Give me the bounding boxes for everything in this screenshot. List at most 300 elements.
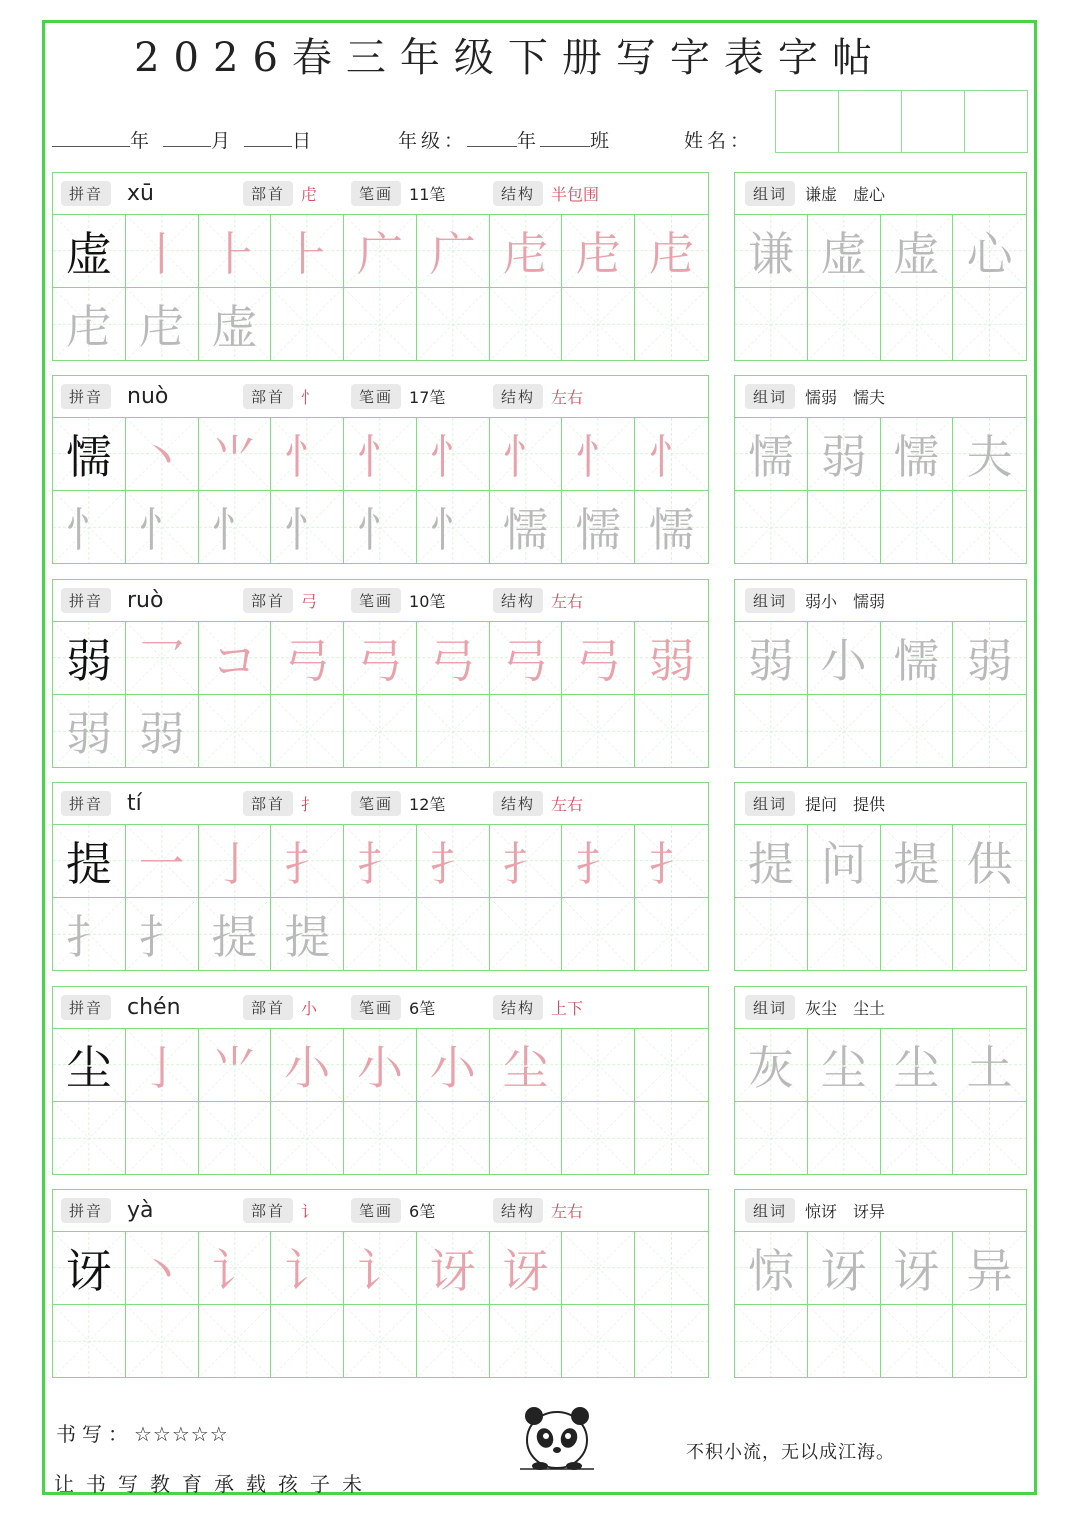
trace-character: 弓 [575,633,622,688]
practice-cell[interactable] [126,1029,199,1102]
trace-character: 扌 [502,836,549,891]
rating-stars[interactable]: ☆☆☆☆☆ [134,1422,229,1446]
practice-cell[interactable] [635,1305,708,1378]
practice-cell[interactable] [199,1305,272,1378]
practice-cell[interactable] [635,898,708,971]
word-practice-cell[interactable] [735,1305,808,1378]
structure-tag: 结构 [493,384,543,409]
word-practice-cell[interactable] [808,1305,881,1378]
practice-cell[interactable] [344,1102,417,1175]
structure-tag: 结构 [493,995,543,1020]
trace-character: 懦 [502,502,549,557]
pinyin-tag: 拼音 [61,1198,111,1223]
pinyin-field [61,588,163,613]
word-practice-cell[interactable] [953,825,1026,898]
practice-cell[interactable] [562,1232,635,1305]
structure-field [493,384,583,409]
word-practice-cell[interactable] [953,1029,1026,1102]
strokes-value: 6笔 [409,1202,436,1221]
trace-character: 忄 [429,429,476,484]
words-value: 惊讶 讶异 [805,1202,886,1221]
practice-cell[interactable] [126,1102,199,1175]
trace-character: 小 [429,1040,476,1095]
practice-cell[interactable] [199,1232,272,1305]
structure-field [493,1198,583,1223]
word-grid [734,1231,1027,1378]
practice-cell[interactable] [126,622,199,695]
trace-character: 扌 [356,836,403,891]
practice-cell[interactable] [344,898,417,971]
practice-cell[interactable] [635,825,708,898]
words-value: 懦弱 懦夫 [805,388,886,407]
words-tag: 组词 [745,588,795,613]
class-blank[interactable] [540,128,590,147]
practice-cell[interactable] [126,695,199,768]
practice-cell[interactable] [271,825,344,898]
word-trace-character: 提 [893,836,940,891]
strokes-field [351,384,445,409]
practice-cell[interactable] [635,418,708,491]
word-trace-character: 灰 [747,1040,794,1095]
word-practice-cell[interactable] [808,622,881,695]
trace-character: 忄 [648,429,695,484]
trace-character: 虚 [211,299,258,354]
practice-cell[interactable] [562,1102,635,1175]
word-practice-cell[interactable] [735,215,808,288]
practice-cell[interactable] [53,1305,126,1378]
practice-cell[interactable] [199,1102,272,1175]
trace-character: 虍 [575,226,622,281]
pinyin-tag: 拼音 [61,791,111,816]
practice-cell[interactable] [490,1305,563,1378]
practice-cell[interactable] [126,898,199,971]
trace-character: 扌 [284,836,331,891]
word-practice-cell[interactable] [808,1029,881,1102]
practice-cell[interactable] [126,215,199,288]
word-practice-cell[interactable] [881,825,954,898]
pinyin-tag: 拼音 [61,181,111,206]
practice-cell[interactable] [126,288,199,361]
radical-tag: 部首 [243,384,293,409]
word-trace-character: 尘 [820,1040,867,1095]
practice-cell[interactable] [199,491,272,564]
practice-cell[interactable] [490,1102,563,1175]
word-practice-cell[interactable] [953,1305,1026,1378]
practice-cell[interactable] [344,418,417,491]
practice-cell[interactable] [126,1232,199,1305]
practice-cell[interactable] [562,215,635,288]
word-practice-cell[interactable] [735,491,808,564]
name-cell[interactable] [775,90,840,153]
trace-character: ⺊ [211,226,258,281]
word-practice-cell[interactable] [808,418,881,491]
strokes-tag: 笔画 [351,1198,401,1223]
practice-cell[interactable] [417,695,490,768]
word-practice-cell[interactable] [735,695,808,768]
practice-cell[interactable] [635,491,708,564]
radical-field [243,181,317,206]
trace-character: 忄 [138,502,185,557]
practice-cell[interactable] [271,491,344,564]
word-trace-character: 懦 [893,633,940,688]
word-info-bar [734,986,1027,1028]
word-practice-cell[interactable] [881,1232,954,1305]
word-trace-character: 尘 [893,1040,940,1095]
practice-cell[interactable] [417,418,490,491]
word-practice-cell[interactable] [735,622,808,695]
trace-character: 弓 [502,633,549,688]
word-practice-cell[interactable] [881,491,954,564]
day-blank[interactable] [244,128,292,147]
trace-character: 弱 [65,706,112,761]
trace-character: 扌 [138,909,185,964]
practice-cell[interactable] [635,622,708,695]
radical-value: 弓 [301,592,318,611]
structure-value: 上下 [551,999,584,1018]
practice-cell[interactable] [490,288,563,361]
word-practice-cell[interactable] [881,1029,954,1102]
practice-cell[interactable] [126,825,199,898]
words-tag: 组词 [745,1198,795,1223]
date-line [52,126,315,153]
word-practice-cell[interactable] [735,825,808,898]
practice-cell[interactable] [417,1232,490,1305]
word-practice-cell[interactable] [953,695,1026,768]
word-trace-character: 虚 [893,226,940,281]
practice-cell[interactable] [199,825,272,898]
structure-tag: 结构 [493,791,543,816]
structure-field [493,181,599,206]
word-trace-character: 谦 [747,226,794,281]
class-label: 班 [590,130,614,152]
character-info-bar [52,782,709,824]
trace-character: 丶 [138,1243,185,1298]
word-practice-cell[interactable] [881,215,954,288]
practice-cell[interactable] [53,1102,126,1175]
practice-cell[interactable] [271,1029,344,1102]
trace-character: コ [211,633,258,688]
practice-cell[interactable] [417,622,490,695]
practice-cell[interactable] [53,898,126,971]
strokes-field [351,995,435,1020]
practice-cell[interactable] [271,898,344,971]
trace-character: 扌 [575,836,622,891]
word-trace-character: 弱 [747,633,794,688]
practice-cell[interactable] [271,622,344,695]
practice-cell[interactable] [417,1102,490,1175]
practice-cell[interactable] [635,1232,708,1305]
word-practice-cell[interactable] [735,1102,808,1175]
word-trace-character: 虚 [820,226,867,281]
name-cell[interactable] [901,90,966,153]
trace-character: 忄 [284,429,331,484]
trace-character: 扌 [429,836,476,891]
practice-cell[interactable] [562,825,635,898]
practice-cell[interactable] [53,695,126,768]
practice-cell[interactable] [417,491,490,564]
strokes-field [351,588,445,613]
practice-cell[interactable] [562,1029,635,1102]
word-practice-cell[interactable] [953,622,1026,695]
word-practice-cell[interactable] [953,491,1026,564]
word-practice-cell[interactable] [881,898,954,971]
practice-cell[interactable] [344,695,417,768]
practice-cell[interactable] [271,1232,344,1305]
grade-blank[interactable] [467,128,517,147]
name-label: 姓名： [684,130,754,152]
trace-character: ⺌ [211,429,258,484]
word-trace-character: 惊 [747,1243,794,1298]
word-practice-cell[interactable] [881,1102,954,1175]
word-info-bar [734,782,1027,824]
model-character: 懦 [65,429,112,484]
trace-character: 讠 [211,1243,258,1298]
practice-cell[interactable] [635,215,708,288]
practice-cell[interactable] [271,215,344,288]
name-cell[interactable] [964,90,1029,153]
practice-cell[interactable] [199,1029,272,1102]
word-practice-cell[interactable] [808,898,881,971]
practice-cell[interactable] [635,1029,708,1102]
word-practice-cell[interactable] [808,215,881,288]
practice-cell[interactable] [635,1102,708,1175]
practice-cell[interactable] [490,825,563,898]
practice-cell[interactable] [344,622,417,695]
radical-tag: 部首 [243,588,293,613]
strokes-tag: 笔画 [351,995,401,1020]
trace-character: 讶 [502,1243,549,1298]
pinyin-tag: 拼音 [61,384,111,409]
practice-cell[interactable] [635,695,708,768]
word-trace-character: 问 [820,836,867,891]
trace-character: 虍 [502,226,549,281]
practice-cell[interactable] [271,695,344,768]
practice-cell[interactable] [490,622,563,695]
practice-cell[interactable] [562,1305,635,1378]
practice-cell[interactable] [126,491,199,564]
word-practice-cell[interactable] [808,491,881,564]
word-practice-cell[interactable] [953,418,1026,491]
words-value: 弱小 懦弱 [805,592,886,611]
practice-cell[interactable] [417,215,490,288]
practice-cell[interactable] [344,491,417,564]
structure-value: 左右 [551,592,584,611]
character-info-bar [52,375,709,417]
word-practice-cell[interactable] [735,1029,808,1102]
practice-cell[interactable] [490,1232,563,1305]
radical-field [243,791,317,816]
word-practice-cell[interactable] [735,1232,808,1305]
practice-cell[interactable] [199,215,272,288]
model-character: 提 [65,836,112,891]
month-blank[interactable] [163,128,211,147]
name-cell[interactable] [838,90,903,153]
practice-cell[interactable] [199,695,272,768]
word-practice-cell[interactable] [808,288,881,361]
practice-cell[interactable] [126,1305,199,1378]
practice-cell[interactable] [490,418,563,491]
pinyin-value: yà [127,1198,154,1223]
word-practice-cell[interactable] [953,898,1026,971]
practice-cell[interactable] [199,898,272,971]
word-trace-character: 懦 [893,429,940,484]
practice-cell[interactable] [417,825,490,898]
word-practice-cell[interactable] [881,622,954,695]
trace-character: 忄 [502,429,549,484]
year-blank[interactable] [52,128,130,147]
practice-cell[interactable] [344,1232,417,1305]
practice-cell[interactable] [562,491,635,564]
word-practice-cell[interactable] [881,418,954,491]
word-practice-cell[interactable] [735,418,808,491]
word-practice-cell[interactable] [808,1102,881,1175]
practice-cell[interactable] [344,1305,417,1378]
structure-field [493,995,583,1020]
trace-character: 广 [429,226,476,281]
name-box[interactable] [776,90,1028,153]
trace-character: 弱 [648,633,695,688]
practice-cell[interactable] [344,1029,417,1102]
pinyin-value: tí [127,791,142,816]
model-character-cell [53,825,126,898]
trace-character: 虍 [65,299,112,354]
trace-character: 扌 [648,836,695,891]
word-trace-character: 讶 [820,1243,867,1298]
word-practice-cell[interactable] [735,898,808,971]
practice-grid [52,214,709,361]
word-trace-character: 小 [820,633,867,688]
panda-icon [520,1398,594,1470]
trace-character: 弱 [138,706,185,761]
practice-cell[interactable] [271,418,344,491]
practice-grid [52,824,709,971]
practice-cell[interactable] [199,418,272,491]
practice-cell[interactable] [199,622,272,695]
trace-character: 讶 [429,1243,476,1298]
month-label: 月 [211,130,235,152]
model-character: 虚 [65,226,112,281]
trace-character: 忄 [356,502,403,557]
practice-cell[interactable] [562,898,635,971]
practice-cell[interactable] [126,418,199,491]
practice-cell[interactable] [344,215,417,288]
word-practice-cell[interactable] [953,1102,1026,1175]
trace-character: 亅 [211,836,258,891]
practice-cell[interactable] [490,215,563,288]
practice-cell[interactable] [490,1029,563,1102]
practice-cell[interactable] [417,1029,490,1102]
structure-tag: 结构 [493,1198,543,1223]
radical-field [243,384,317,409]
word-practice-cell[interactable] [953,288,1026,361]
word-grid [734,621,1027,768]
practice-cell[interactable] [490,491,563,564]
pinyin-tag: 拼音 [61,995,111,1020]
structure-value: 左右 [551,1202,584,1221]
practice-cell[interactable] [562,622,635,695]
strokes-value: 17笔 [409,388,446,407]
trace-character: 讠 [356,1243,403,1298]
word-practice-cell[interactable] [953,1232,1026,1305]
trace-character: 丶 [138,429,185,484]
word-trace-character: 夫 [966,429,1013,484]
strokes-value: 10笔 [409,592,446,611]
word-grid [734,417,1027,564]
practice-cell[interactable] [271,1305,344,1378]
practice-cell[interactable] [417,1305,490,1378]
word-practice-cell[interactable] [953,215,1026,288]
word-practice-cell[interactable] [735,288,808,361]
practice-cell[interactable] [490,898,563,971]
trace-character: 扌 [65,909,112,964]
trace-character: 讠 [284,1243,331,1298]
word-trace-character: 土 [966,1040,1013,1095]
strokes-tag: 笔画 [351,588,401,613]
model-character-cell [53,215,126,288]
trace-character: 弓 [429,633,476,688]
practice-cell[interactable] [344,288,417,361]
practice-cell[interactable] [271,1102,344,1175]
proverb: 不积小流，无以成江海。 [686,1442,895,1463]
pinyin-field [61,384,168,409]
radical-tag: 部首 [243,181,293,206]
strokes-tag: 笔画 [351,384,401,409]
word-practice-cell[interactable] [881,1305,954,1378]
practice-grid [52,621,709,768]
word-trace-character: 懦 [747,429,794,484]
word-grid [734,1028,1027,1175]
practice-cell[interactable] [417,288,490,361]
practice-cell[interactable] [199,288,272,361]
trace-character: 忄 [284,502,331,557]
structure-field [493,588,583,613]
structure-tag: 结构 [493,181,543,206]
word-practice-cell[interactable] [808,825,881,898]
word-practice-cell[interactable] [881,695,954,768]
radical-value: 小 [301,999,318,1018]
word-practice-cell[interactable] [808,695,881,768]
grade-year-label: 年 [517,130,541,152]
word-info-bar [734,375,1027,417]
practice-cell[interactable] [635,288,708,361]
trace-character: 弓 [356,633,403,688]
word-grid [734,824,1027,971]
practice-cell[interactable] [562,288,635,361]
radical-value: 讠 [301,1202,318,1221]
words-tag: 组词 [745,995,795,1020]
word-trace-character: 异 [966,1243,1013,1298]
word-practice-cell[interactable] [808,1232,881,1305]
words-value: 谦虚 虚心 [805,185,886,204]
practice-cell[interactable] [53,491,126,564]
radical-tag: 部首 [243,995,293,1020]
practice-cell[interactable] [344,825,417,898]
practice-cell[interactable] [53,288,126,361]
model-character: 弱 [65,633,112,688]
trace-character: 亅 [138,1040,185,1095]
practice-cell[interactable] [271,288,344,361]
practice-cell[interactable] [562,695,635,768]
character-info-bar [52,986,709,1028]
strokes-field [351,1198,435,1223]
pinyin-value: ruò [127,588,164,613]
practice-cell[interactable] [490,695,563,768]
word-practice-cell[interactable] [881,288,954,361]
practice-cell[interactable] [417,898,490,971]
practice-cell[interactable] [562,418,635,491]
strokes-value: 11笔 [409,185,446,204]
radical-field [243,1198,317,1223]
